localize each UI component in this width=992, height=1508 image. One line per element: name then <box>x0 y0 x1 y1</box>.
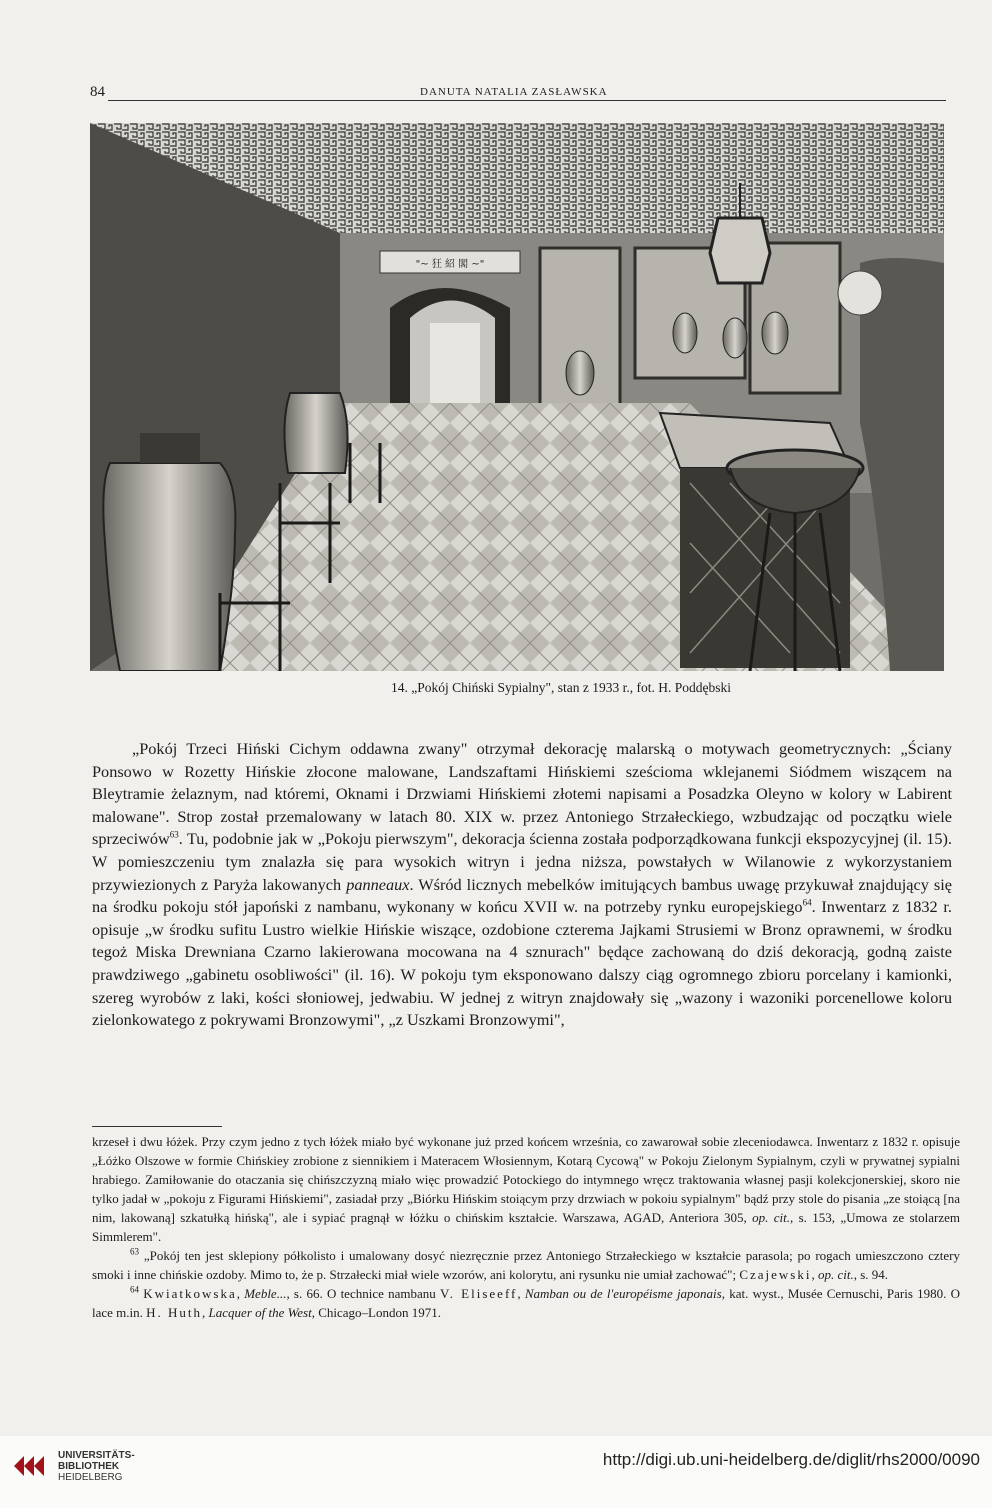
body-paragraph <box>92 738 952 1032</box>
footnote-ref-63: 63 <box>169 829 179 840</box>
footnote-continued-opcit: op. cit. <box>752 1210 790 1225</box>
footnote-63: $^{63}$ „Pokój ten jest sklepiony półkolisto i umalowany dosyć niezręcznie przez Antoniego Strzałeckiego w kształcie parasola; po rogach umieszczono cztery smoki i inne chińskie ozdoby. Mimo to, że p. Strzałecki miał wiele wzorów, ani kolorytu, ani rysunku nie umiał zachować"; Czajewski, op. cit., s. 94. <box>92 1246 960 1282</box>
footnote-64-author-1: Kwiatkowska <box>143 1286 237 1301</box>
footnote-64 <box>92 1284 960 1322</box>
footnote-63-end: , s. 94. <box>853 1267 889 1282</box>
page-header <box>90 84 946 106</box>
body-segment-4: . Inwentarz z 1832 r. opisuje „w środku sufitu Lustro wielkie Hińskie wiszące, ozdobione czterema Jajkami Strusiemi w Bronz oprawnemi, w środku tegoż Miska Drewniana Czarno lakierowana mocowana na 4 sznurach" będące zachowaną do dziś dekoracją, godną zaiste prawdziwego „gabinetu osobliwości" (il. 16). W pokoju tym eksponowano dalszy ciąg ogromnego zbioru porcelany i kamionki, szereg wyrobów z laki, kości słoniowej, jedwabiu. W jednej z witryn znajdowały się „wazony i wazoniki porcenellowe koloru zielonkowatego z pokrywami Bronzowymi", „z Uszkami Bronzowymi", <box>92 897 952 1030</box>
footnote-63-number: 63 <box>130 1246 139 1257</box>
footnotes <box>92 1132 960 1322</box>
footnote-continued-end: , s. 153, „Umowa ze stolarzem Simmlerem". <box>92 1210 960 1244</box>
body-segment-2: . Tu, podobnie jak w „Pokoju pierwszym", dekoracja ścienna została podporządkowana funkcji ekspozycyjnej (il. 15). W pomieszczeniu tym znalazła się para wysokich witryn i jedna niższa, powstałych w Wilanowie z wykorzystaniem przywiezionych z Paryża lakowanych <box>92 829 952 894</box>
body-text <box>92 738 952 1032</box>
footnote-64-title-1: Meble... <box>244 1286 287 1301</box>
footnote-64-author-2: V. Eliseeff <box>439 1286 518 1301</box>
page-number: 84 <box>90 84 105 100</box>
footnote-continued-text: krzeseł i dwu łóżek. Przy czym jedno z tych łóżek miało być wykonane już przed końcem września, co zawarował sobie zleceniodawca. Inwentarz z 1832 r. opisuje „Łóżko Olszowe w formie Chińskiey zrobione z siennikiem i Materacem Włosiennym, Kotarą Cycową" w Pokoju Zielonym Sypialnym, czyli w prywatnej sypialni hrabiego. Zamiłowanie do otaczania się chińszczyzną miało więc prowadzić Potockiego do intymnego wręcz traktowania własnej pasji kolekcjonerskiej, skoro nie tylko jadał w „pokoju z Figurami Hińskiemi", zasiadał przy „Biórku Hińskim stoiącym przy drzwiach w pokoiu sypialnym" bądź przy stole do pisania „ze stoiącą [na nim, lakowaną] szkatułką hińską", ale i sypiać pragnął w łóżku o chińskim kształcie. Warszawa, AGAD, Anteriora 305, <box>92 1134 960 1225</box>
footnote-63-author: Czajewski <box>739 1267 812 1282</box>
body-segment-3: . Wśród licznych mebelków imitujących bambus uwagę przykuwał znajdujący się na środku pokoju stół japoński z nambanu, wykonany w końcu XVII w. na potrzeby rynku europejskiego <box>92 874 952 917</box>
footnote-63-opcit: op. cit. <box>817 1267 854 1282</box>
library-name-line-2: BIBLIOTHEK <box>58 1461 120 1472</box>
footnote-ref-64: 64 <box>802 897 812 908</box>
figure-caption-text: 14. „Pokój Chiński Sypialny", stan z 1933 r., fot. H. Poddębski <box>390 680 731 695</box>
figure-caption <box>0 680 992 696</box>
header-rule <box>108 100 946 101</box>
footnote-64-mid-2: , kat. wyst., Musée Cernuschi, Paris 1980. O lace m.in. <box>92 1286 961 1320</box>
library-name-line-1: UNIVERSITÄTS- <box>58 1450 135 1461</box>
footnote-64-author-3: H. Huth <box>146 1305 203 1320</box>
inscription-board: "~ 狂 紹 閣 ~" <box>415 259 485 270</box>
library-name-line-3: HEIDELBERG <box>58 1472 123 1483</box>
figure-photo <box>90 123 944 671</box>
library-name <box>58 1450 135 1483</box>
footnote-63-text: „Pokój ten jest sklepiony półkolisto i umalowany dosyć niezręcznie przez Antoniego Strzałeckiego w kształcie parasola; po rogach umieszczono cztery smoki i inne chińskie ozdoby. Mimo to, że p. Strzałecki miał wiele wzorów, ani kolorytu, ani rysunku nie umiał zachować"; <box>92 1248 960 1282</box>
footnote-64-sep-3: , <box>202 1305 209 1320</box>
body-term-panneaux: panneaux <box>346 874 410 894</box>
footnote-64-end: , Chicago–London 1971. <box>311 1305 441 1320</box>
footnote-64-mid-1: , s. 66. O technice nambanu <box>286 1286 440 1301</box>
footnote-rule <box>92 1126 222 1127</box>
footnote-64-sep-2: , <box>517 1286 525 1301</box>
source-url-link[interactable]: http://digi.ub.uni-heidelberg.de/diglit/rhs2000/0090 <box>602 1450 980 1469</box>
footnote-continued <box>92 1132 960 1246</box>
footnote-64-title-3: Lacquer of the West <box>208 1305 312 1320</box>
library-footer <box>0 1436 992 1508</box>
running-title: DANUTA NATALIA ZASŁAWSKA <box>420 86 608 98</box>
body-segment-1: „Pokój Trzeci Hiński Cichym oddawna zwany" otrzymał dekorację malarską o motywach geometrycznych: „Ściany Ponsowo w Rozetty Hińskie złocone malowane, Landszaftami Hińskiemi sześcioma wklejanemi Siódmem wiszącem na Bleytramie żelaznym, nad któremi, Oknami i Drzwiami Hińskiemi złotemi napisami a Posadzka Oleyno w kolory w Labirent malowane". Strop został przemalowany w latach 80. XIX w. przez Antoniego Strzałeckiego, wzbudzając od początku wiele sprzeciwów <box>92 739 952 849</box>
footnote-64-sep-1: , <box>236 1286 245 1301</box>
footnote-64-number: 64 <box>130 1284 139 1295</box>
library-logo-icon <box>12 1446 52 1486</box>
footnote-64-title-2: Namban ou de l'européisme japonais <box>524 1286 722 1301</box>
